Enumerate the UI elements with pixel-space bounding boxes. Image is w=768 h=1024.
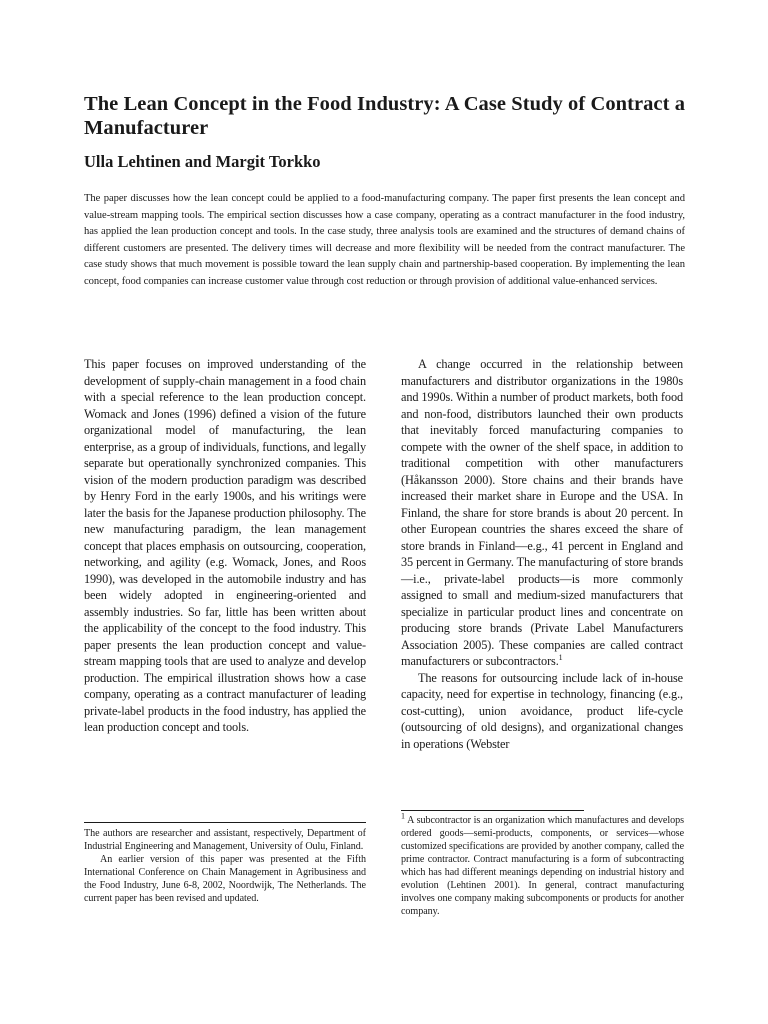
footnote-reference-1: 1 [558, 652, 563, 662]
left-footnotes [84, 827, 366, 905]
article-title: The Lean Concept in the Food Industry: A Case Study of Contract a Manufacturer [84, 93, 685, 139]
left-column [84, 356, 366, 736]
right-paragraph-1 [401, 356, 683, 670]
earlier-version-note: An earlier version of this paper was presented at the Fifth International Conference on Chain Management in Agribusiness and the Food Industry, June 6-8, 2002, Noordwijk, The Netherlands. The current paper has been revised and updated. [84, 854, 366, 904]
left-footnote-rule [84, 822, 366, 823]
right-column [401, 356, 683, 752]
right-footnotes [401, 811, 684, 918]
article-abstract: The paper discusses how the lean concept could be applied to a food-manufacturing company. The paper first presents the lean concept and value-stream mapping tools. The empirical section discusses how a case company, operating as a contract manufacturer in the food industry, has applied the lean production concept and tools. In the case study, three analysis tools are examined and the structures of demand chains of different customers are presented. The delivery times will decrease and more flexibility will be needed from the contract manufacturer. The case study shows that much movement is possible toward the lean supply chain and partnership-based cooperation. By implementing the lean concept, food companies can increase customer value through cost reduction or through provision of additional value-enhanced services. [84, 193, 685, 287]
left-paragraph-1: This paper focuses on improved understanding of the development of supply-chain management in a food chain with a special reference to the lean production concept. Womack and Jones (1996) defined a vision of the future organizational model of manufacturing, the lean enterprise, as a group of individuals, functions, and legally separate but operationally synchronized companies. This vision of the modern production paradigm was described by Henry Ford in the early 1900s, and his writings were later the basis for the Japanese production philosophy. The new manufacturing paradigm, the lean management concept that places emphasis on outsourcing, cooperation, networking, and agility (e.g. Womack, Jones, and Roos 1990), was developed in the automobile industry and has been widely adopted in engineering-oriented and assembly industries. So far, little has been written about the applicability of the concept to the food industry. This paper presents the lean production concept and value-stream mapping tools that are used to analyze and develop production. The empirical illustration shows how a case company, operating as a contract manufacturer of leading private-label products in the food industry, has applied the lean production concept and tools. [84, 357, 366, 734]
footnote-1-mark: 1 [401, 811, 405, 821]
right-footnote-rule [401, 810, 584, 811]
footnote-1 [401, 811, 684, 918]
right-paragraph-1-text: A change occurred in the relationship between manufacturers and distributor organizations in the 1980s and 1990s. Within a number of product markets, both food and non-food, distributors launched their own products that inevitably forced manufacturing companies to compete with the owner of the shelf space, in addition to traditional competition with other manufacturers (Håkansson 2000). Store chains and their brands have increased their market share in Europe and the USA. In Finland, the share for store brands is about 20 percent. In other European countries the shares exceed the share of store brands in Finland—e.g., 41 percent in England and 35 percent in Germany. The manufacturing of store brands—i.e., private-label products—is more commonly assigned to small and medium-sized manufacturers that specialize in particular product lines and concentrate on producing store brands (Private Label Manufacturers Association 2005). These companies are called contract manufacturers or subcontractors. [401, 357, 683, 668]
right-paragraph-2: The reasons for outsourcing include lack of in-house capacity, need for expertise in technology, financing (e.g., cost-cutting), union avoidance, product life-cycle (outsourcing of old designs), and organizational changes in operations (Webster [401, 670, 683, 751]
author-affiliation-note: The authors are researcher and assistant, respectively, Department of Industrial Engineering and Management, University of Oulu, Finland. [84, 828, 366, 852]
footnote-1-text: A subcontractor is an organization which manufactures and develops ordered goods—semi-products, components, or services—whose customized specifications are provided by another company, called the prime contractor. Contract manufacturing is a form of subcontracting which has had different meanings depending on industrial history and evolution (Lehtinen 2001). In general, contract manufacturing involves one company making subcomponents or products for another company. [401, 815, 684, 917]
article-authors: Ulla Lehtinen and Margit Torkko [84, 152, 321, 171]
article-header [84, 92, 685, 291]
